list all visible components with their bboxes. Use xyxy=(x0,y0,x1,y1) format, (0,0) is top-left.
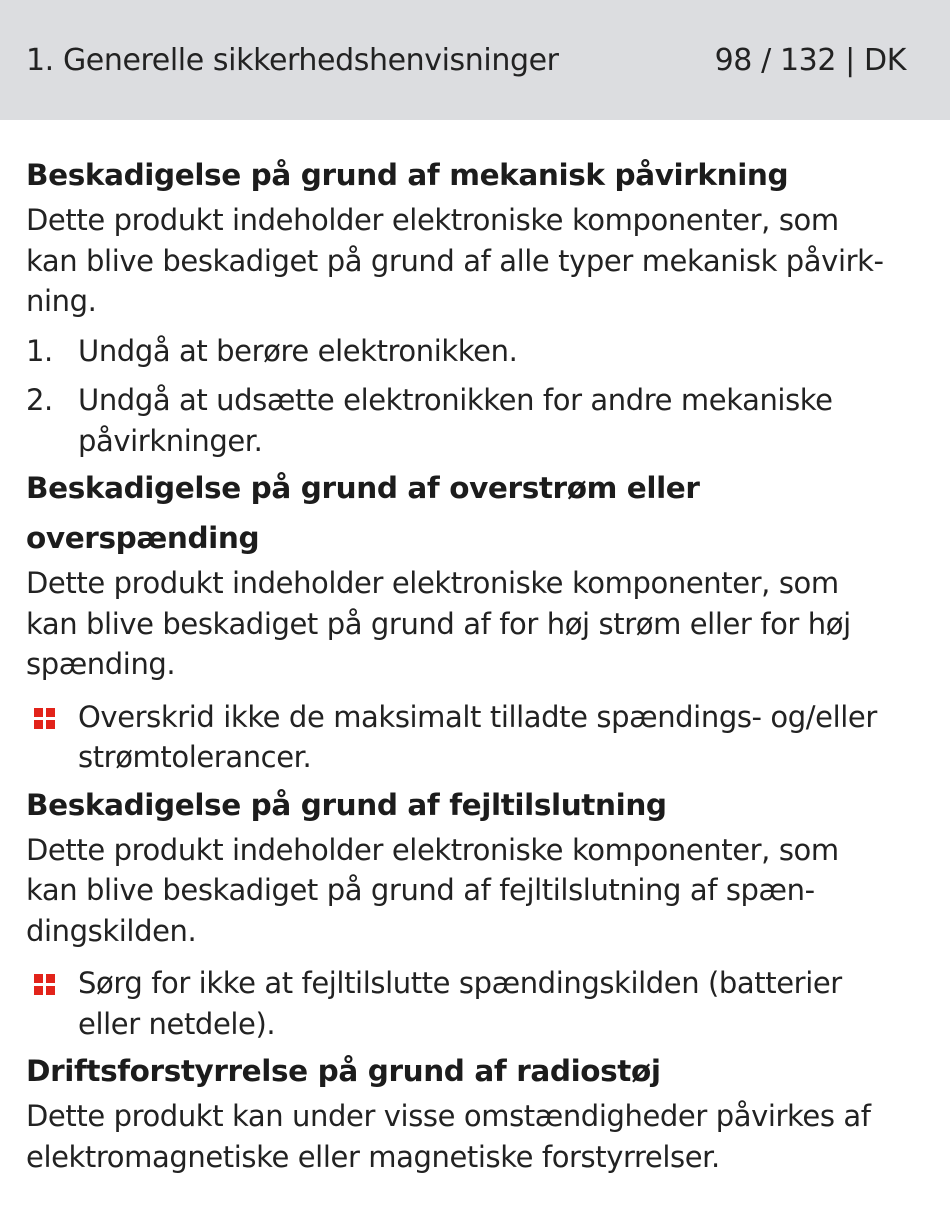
numbered-list-item xyxy=(26,380,916,461)
page-info: 98 / 132 | DK xyxy=(714,42,906,78)
numbered-list-item xyxy=(26,331,916,372)
section-heading: Beskadigelse på grund af mekanisk påvirkning xyxy=(26,158,789,192)
section-paragraph: Dette produkt indeholder elektroniske komponenter, som kan blive beskadiget på grund af for høj strøm eller for høj spænding. xyxy=(26,566,851,681)
section-paragraph: Dette produkt indeholder elektroniske komponenter, som kan blive beskadiget på grund af fejltilslutning af spæn- dingskilden. xyxy=(26,832,839,948)
list-item-text: Overskrid ikke de maksimalt tilladte spændings- og/eller strømtolerancer. xyxy=(78,699,877,774)
section-overcurrent-damage xyxy=(26,463,916,778)
bullet-list-item xyxy=(26,963,916,1044)
section-paragraph: Dette produkt kan under visse omstændigheder påvirkes af elektromagnetiske eller magnetiske forstyrrelser. xyxy=(26,1099,871,1174)
document-body xyxy=(26,150,916,1177)
red-grid-bullet-icon xyxy=(34,974,55,995)
section-misconnection-damage xyxy=(26,780,916,1045)
list-number: 2. xyxy=(26,383,53,417)
section-heading: Driftsforstyrrelse på grund af radiostøj xyxy=(26,1054,661,1088)
section-mechanical-damage xyxy=(26,150,916,461)
list-item-text: Undgå at udsætte elektronikken for andre mekaniske påvirkninger. xyxy=(78,383,833,458)
section-paragraph: Dette produkt indeholder elektroniske komponenter, som kan blive beskadiget på grund af alle typer mekanisk påvirk- ning. xyxy=(26,203,884,318)
list-item-text: Sørg for ikke at fejltilslutte spændingskilden (batterier eller netdele). xyxy=(78,966,842,1041)
page-header xyxy=(0,0,950,120)
red-grid-bullet-icon xyxy=(34,708,55,729)
list-item-text: Undgå at berøre elektronikken. xyxy=(78,333,518,368)
list-number: 1. xyxy=(26,333,53,368)
section-heading: Beskadigelse på grund af overstrøm eller overspænding xyxy=(26,471,700,555)
section-title: 1. Generelle sikkerhedshenvisninger xyxy=(26,42,559,78)
section-radio-interference xyxy=(26,1046,916,1177)
section-heading: Beskadigelse på grund af fejltilslutning xyxy=(26,787,667,822)
bullet-list-item xyxy=(26,697,916,778)
